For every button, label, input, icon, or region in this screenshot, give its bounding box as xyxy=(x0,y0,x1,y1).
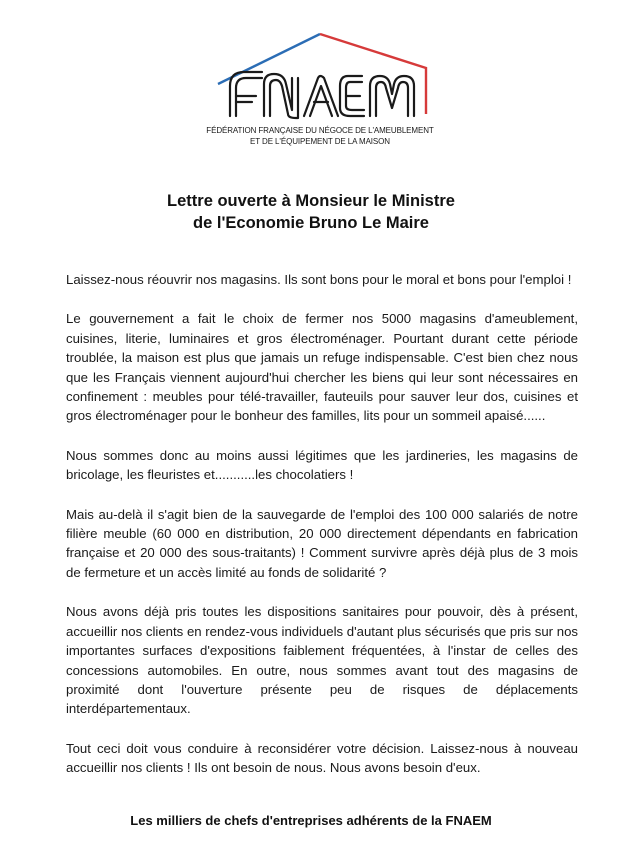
fnaem-logo xyxy=(200,28,440,158)
logo-subtitle-line2: ET DE L'ÉQUIPEMENT DE LA MAISON xyxy=(250,137,390,146)
paragraph: Mais au-delà il s'agit bien de la sauvegarde de l'emploi des 100 000 salariés de notre filière meuble (60 000 en distribution, 20 000 directement dépendants en fabrication française et 20 000 des sous-traitants) ! Comment survivre après déjà plus de 3 mois de fermeture et un accès limité au fonds de solidarité ? xyxy=(66,506,578,580)
fnaem-logo-graphic xyxy=(200,28,440,128)
logo-subtitle-line1: FÉDÉRATION FRANÇAISE DU NÉGOCE DE L'AMEUBLEMENT xyxy=(206,126,434,135)
title-line1: Lettre ouverte à Monsieur le Ministre xyxy=(167,192,455,210)
paragraph: Laissez-nous réouvrir nos magasins. Ils sont bons pour le moral et bons pour l'emploi ! xyxy=(66,272,572,287)
paragraph: Le gouvernement a fait le choix de fermer nos 5000 magasins d'ameublement, cuisines, literie, luminaires et gros électroménager. Pourtant durant cette période troublée, la maison est plus que jamais un refuge indispensable. C'est bien chez nous que les Français viennent aujourd'hui chercher les biens qui leur sont nécessaires en confinement : meubles pour télé-travailler, fauteuils pour sauver leur dos, cuisines et gros électroménager pour le bonheur des familles, lits pour un sommeil apaisé...... xyxy=(66,311,578,424)
paragraph: Tout ceci doit vous conduire à reconsidérer votre décision. Laissez-nous à nouveau accueillir nos clients ! Ils ont besoin de nous. Nous avons besoin d'eux. xyxy=(66,740,578,776)
letter-signature: Les milliers de chefs d'entreprises adhérents de la FNAEM xyxy=(130,813,492,828)
letter-title xyxy=(60,190,562,234)
paragraph: Nous avons déjà pris toutes les dispositions sanitaires pour pouvoir, dès à présent, accueillir nos clients en rendez-vous individuels d'autant plus sécurisés que pris sur nos importantes surfaces d'expositions faiblement fréquentées, à l'instar de celles des concessions automobiles. En outre, nous sommes avant tout des magasins de proximité dont l'ouverture présente peu de risques de déplacements interdépartementaux. xyxy=(66,604,578,717)
logo-subtitle xyxy=(200,125,440,147)
letter-body xyxy=(66,270,578,798)
wordmark-strokes xyxy=(230,72,414,118)
title-line2: de l'Economie Bruno Le Maire xyxy=(193,214,429,232)
paragraph: Nous sommes donc au moins aussi légitimes que les jardineries, les magasins de bricolage, les fleuristes et...........les chocolatiers ! xyxy=(66,447,578,483)
roof-right-icon xyxy=(320,34,426,114)
